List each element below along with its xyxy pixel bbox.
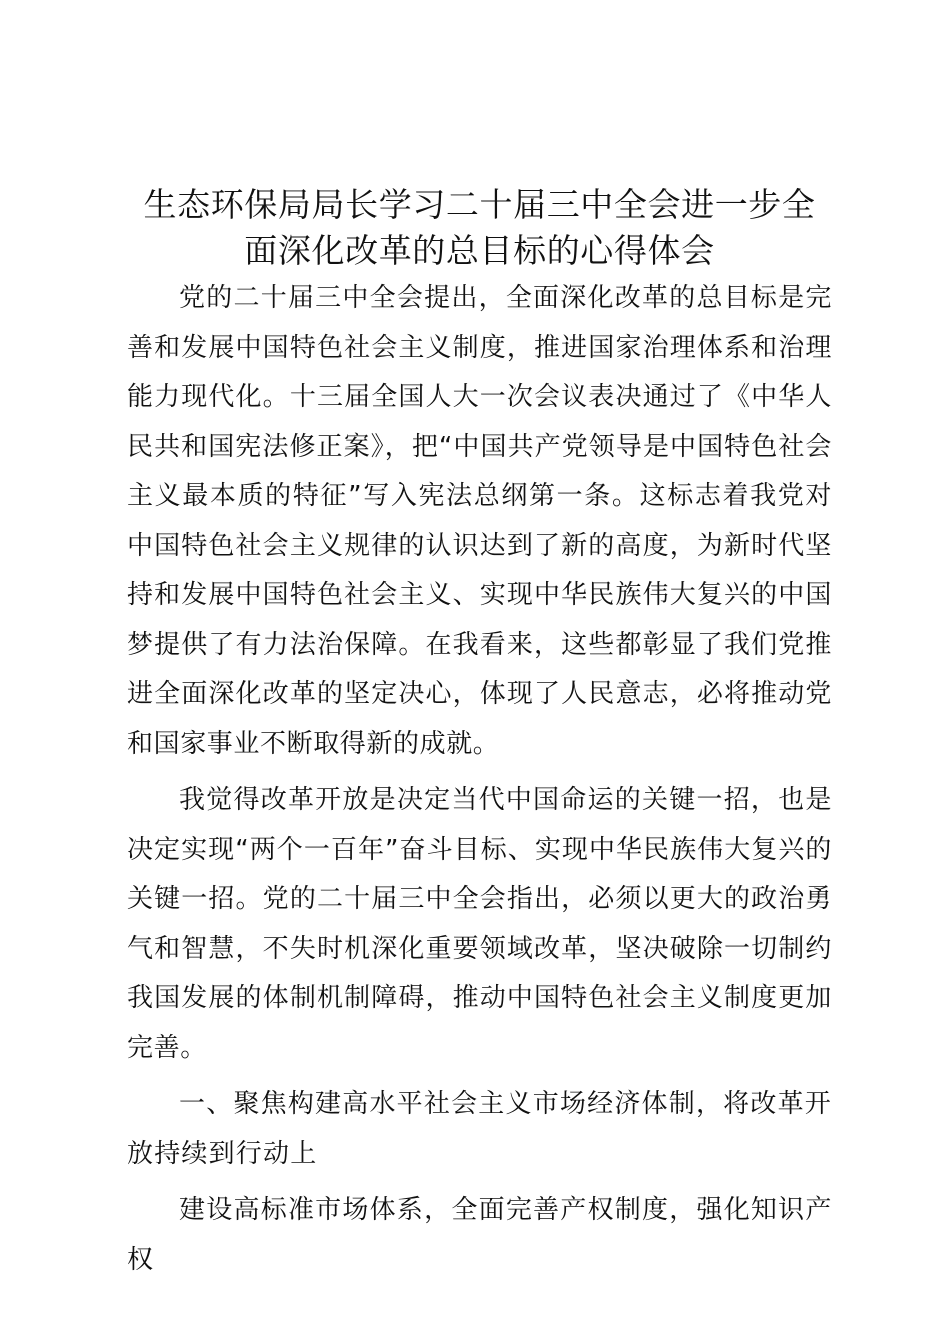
paragraph-intro: 党的二十届三中全会提出，全面深化改革的总目标是完善和发展中国特色社会主义制度，推进国家治理体系和治理能力现代化。十三届全国人大一次会议表决通过了《中华人民共和国宪法修正案》，把“中国共产党领导是中国特色社会主义最本质的特征”写入宪法总纲第一条。这标志着我党对中国特色社会主义规律的认识达到了新的高度，为新时代坚持和发展中国特色社会主义、实现中华民族伟大复兴的中国梦提供了有力法治保障。在我看来，这些都彰显了我们党推进全面深化改革的坚定决心，体现了人民意志，必将推动党和国家事业不断取得新的成就。 — [127, 283, 832, 759]
section-heading-1: 一、聚焦构建高水平社会主义市场经济体制，将改革开放持续到行动上 — [127, 1089, 832, 1169]
document-body — [127, 182, 832, 1285]
paragraph-reform: 我觉得改革开放是决定当代中国命运的关键一招，也是决定实现“两个一百年”奋斗目标、实现中华民族伟大复兴的关键一招。党的二十届三中全会指出，必须以更大的政治勇气和智慧，不失时机深化重要领域改革，坚决破除一切制约我国发展的体制机制障碍，推动中国特色社会主义制度更加完善。 — [127, 785, 832, 1063]
document-title: 生态环保局局长学习二十届三中全会进一步全面深化改革的总目标的心得体会 — [143, 185, 816, 270]
paragraph-market-system: 建设高标准市场体系，全面完善产权制度，强化知识产权 — [127, 1195, 832, 1275]
